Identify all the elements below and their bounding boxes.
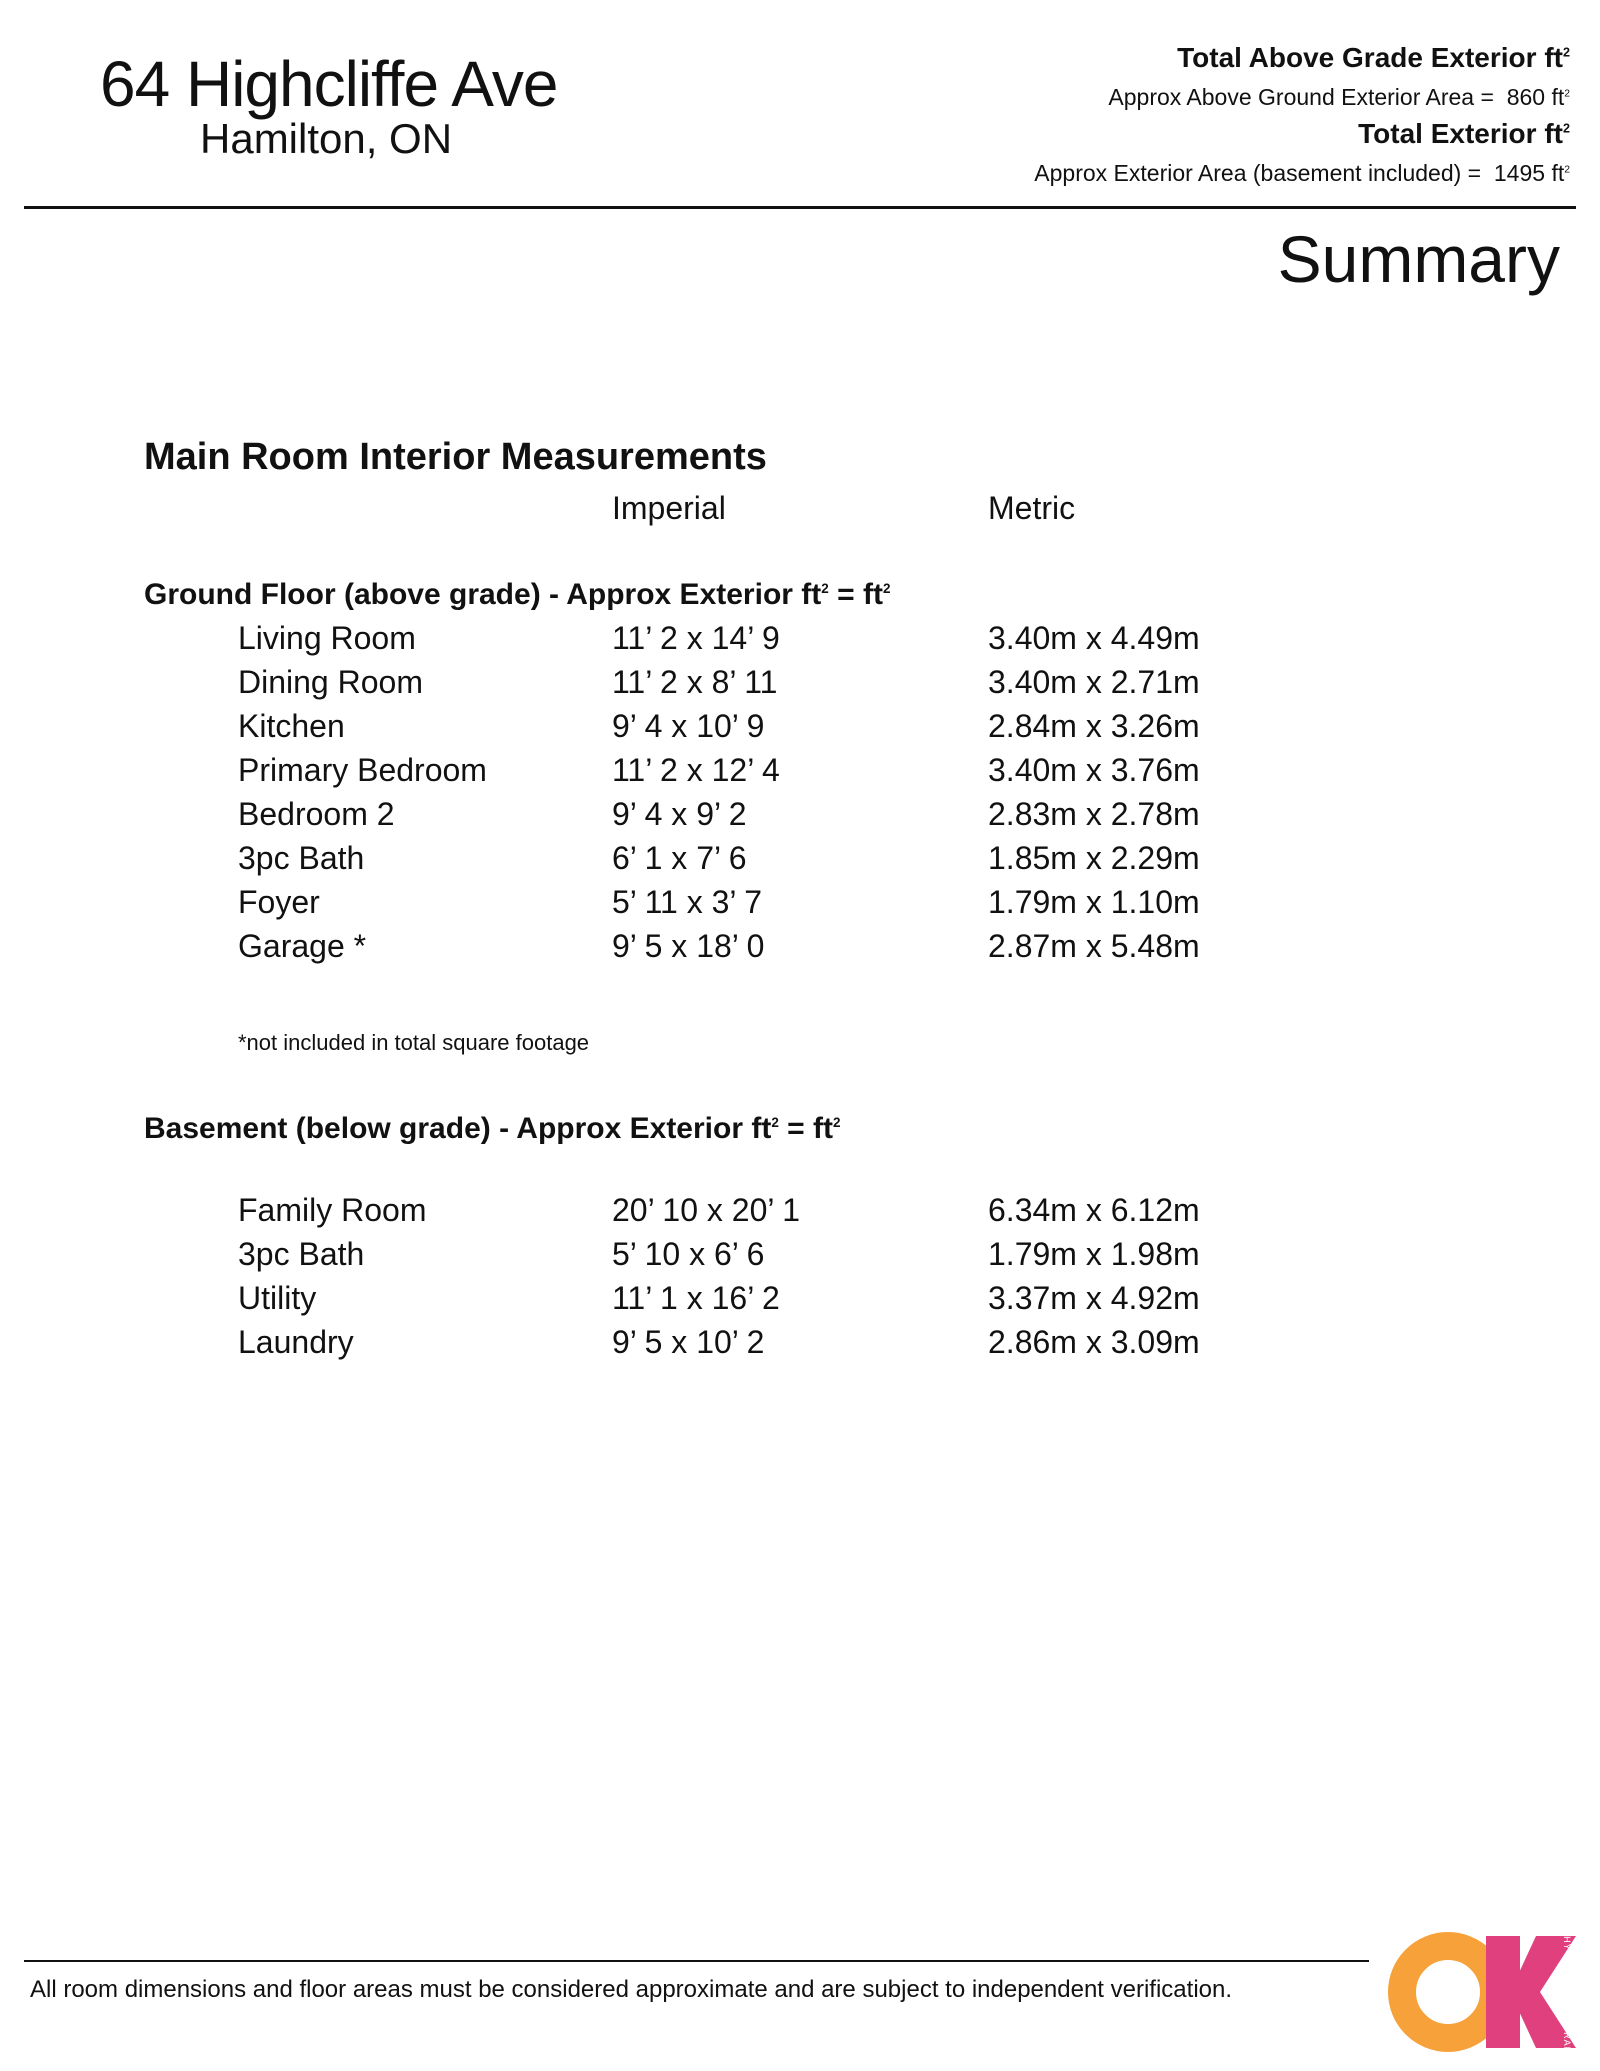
room-row xyxy=(0,1280,1600,1324)
room-name: 3pc Bath xyxy=(238,840,365,876)
room-metric: 2.84m x 3.26m xyxy=(988,708,1200,744)
room-metric: 3.40m x 3.76m xyxy=(988,752,1200,788)
above-grade-area: Approx Above Ground Exterior Area = 860 $ft^2$ xyxy=(1108,84,1570,110)
header-divider xyxy=(24,206,1576,209)
room-row xyxy=(0,620,1600,664)
room-name: Dining Room xyxy=(238,664,423,700)
room-row xyxy=(0,796,1600,840)
room-row xyxy=(0,708,1600,752)
room-metric: 3.40m x 4.49m xyxy=(988,620,1200,656)
room-metric: 3.40m x 2.71m xyxy=(988,664,1200,700)
room-metric: 1.85m x 2.29m xyxy=(988,840,1200,876)
room-imperial: 9’ 5 x 18’ 0 xyxy=(612,928,765,964)
room-metric: 2.83m x 2.78m xyxy=(988,796,1200,832)
logo-caption: CATHY KOOP PHOTOGRAPHY xyxy=(1562,1928,1572,2056)
room-imperial: 6’ 1 x 7’ 6 xyxy=(612,840,747,876)
room-imperial: 11’ 2 x 14’ 9 xyxy=(612,620,780,656)
room-row xyxy=(0,928,1600,972)
room-imperial: 9’ 5 x 10’ 2 xyxy=(612,1324,765,1360)
room-name: Bedroom 2 xyxy=(238,796,395,832)
room-name: 3pc Bath xyxy=(238,1236,365,1272)
room-imperial: 5’ 10 x 6’ 6 xyxy=(612,1236,765,1272)
page-title: Summary xyxy=(1277,222,1560,296)
room-metric: 2.87m x 5.48m xyxy=(988,928,1200,964)
logo-o-ring xyxy=(1402,1946,1494,2038)
room-imperial: 9’ 4 x 9’ 2 xyxy=(612,796,747,832)
ck-logo xyxy=(1388,1928,1576,2061)
total-above-grade-title: Total Above Grade Exterior $ft^2$ xyxy=(1177,42,1570,73)
room-name: Garage * xyxy=(238,928,367,964)
room-name: Utility xyxy=(238,1280,317,1316)
basement-heading: Basement (below grade) - Approx Exterior $ft^2 = ft^2$ xyxy=(144,1112,841,1145)
above-grade-value: 860 ft xyxy=(1506,84,1565,110)
room-row xyxy=(0,840,1600,884)
footnote: *not included in total square footage xyxy=(238,1030,590,1055)
property-street: 64 Highcliffe Ave xyxy=(100,48,558,120)
footer-divider xyxy=(24,1960,1369,1962)
room-imperial: 9’ 4 x 10’ 9 xyxy=(612,708,765,744)
room-metric: 6.34m x 6.12m xyxy=(988,1192,1200,1228)
total-exterior-value: 1495 ft xyxy=(1493,160,1565,186)
room-imperial: 11’ 1 x 16’ 2 xyxy=(612,1280,780,1316)
room-row xyxy=(0,1324,1600,1368)
room-row xyxy=(0,1192,1600,1236)
room-imperial: 5’ 11 x 3’ 7 xyxy=(612,884,763,920)
total-exterior-title: Total Exterior $ft^2$ xyxy=(1358,118,1570,149)
room-row xyxy=(0,752,1600,796)
room-row xyxy=(0,664,1600,708)
disclaimer: All room dimensions and floor areas must be considered approximate and are subject to independent verification. xyxy=(30,1976,1233,2003)
room-row xyxy=(0,1236,1600,1280)
room-imperial: 20’ 10 x 20’ 1 xyxy=(612,1192,800,1228)
column-header-metric: Metric xyxy=(988,490,1076,526)
room-imperial: 11’ 2 x 8’ 11 xyxy=(612,664,778,700)
ground-floor-heading: Ground Floor (above grade) - Approx Exterior $ft^2 = ft^2$ xyxy=(144,578,891,611)
total-exterior-area: Approx Exterior Area (basement included) = 1495 $ft^2$ xyxy=(1034,160,1570,186)
room-metric: 1.79m x 1.10m xyxy=(988,884,1200,920)
property-city: Hamilton, ON xyxy=(200,115,453,162)
room-name: Primary Bedroom xyxy=(238,752,487,788)
room-name: Living Room xyxy=(238,620,416,656)
room-name: Foyer xyxy=(238,884,320,920)
room-metric: 3.37m x 4.92m xyxy=(988,1280,1200,1316)
room-name: Laundry xyxy=(238,1324,354,1360)
measurements-heading: Main Room Interior Measurements xyxy=(144,436,767,478)
room-metric: 1.79m x 1.98m xyxy=(988,1236,1200,1272)
room-name: Family Room xyxy=(238,1192,427,1228)
room-row xyxy=(0,884,1600,928)
column-header-imperial: Imperial xyxy=(612,490,726,526)
room-metric: 2.86m x 3.09m xyxy=(988,1324,1200,1360)
room-name: Kitchen xyxy=(238,708,345,744)
room-imperial: 11’ 2 x 12’ 4 xyxy=(612,752,780,788)
